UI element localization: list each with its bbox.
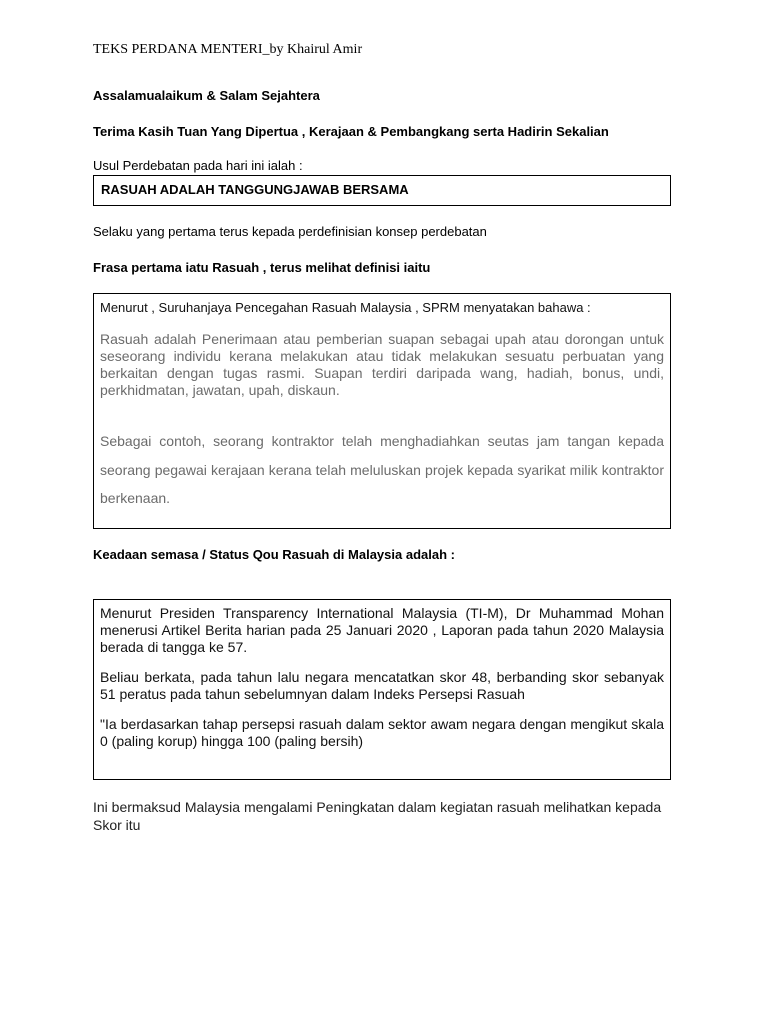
status-heading: Keadaan semasa / Status Qou Rasuah di Malaysia adalah :: [93, 547, 455, 562]
closing-paragraph: Ini bermaksud Malaysia mengalami Peningkatan dalam kegiatan rasuah melihatkan kepada Skor itu: [93, 799, 662, 833]
motion-label: Usul Perdebatan pada hari ini ialah :: [93, 158, 303, 173]
motion-title: RASUAH ADALAH TANGGUNGJAWAB BERSAMA: [101, 182, 409, 197]
definition-box: [93, 293, 671, 529]
status-box: [93, 599, 671, 780]
greeting: Assalamualaikum & Salam Sejahtera: [93, 88, 320, 103]
motion-title-box: [93, 175, 671, 206]
document-header: TEKS PERDANA MENTERI_by Khairul Amir: [93, 42, 363, 57]
definition-lead: Menurut , Suruhanjaya Pencegahan Rasuah Malaysia , SPRM menyatakan bahawa :: [100, 300, 591, 315]
status-paragraph-3: "Ia berdasarkan tahap persepsi rasuah dalam sektor awam negara dengan mengikut skala 0 (paling korup) hingga 100 (paling bersih): [100, 716, 664, 749]
intro-line: Selaku yang pertama terus kepada perdefinisian konsep perdebatan: [93, 224, 487, 239]
thanks-line: Terima Kasih Tuan Yang Dipertua , Kerajaan & Pembangkang serta Hadirin Sekalian: [93, 124, 609, 139]
status-paragraph-1: Menurut Presiden Transparency International Malaysia (TI-M), Dr Muhammad Mohan menerusi Artikel Berita harian pada 25 Januari 2020 , Laporan pada tahun 2020 Malaysia berada di tangga ke 57.: [100, 605, 664, 655]
definition-example: Sebagai contoh, seorang kontraktor telah menghadiahkan seutas jam tangan kepada seorang pegawai kerajaan kerana telah meluluskan projek kepada syarikat milik kontraktor berkenaan.: [100, 433, 664, 506]
definition-body: Rasuah adalah Penerimaan atau pemberian suapan sebagai upah atau dorongan untuk seseorang individu kerana melakukan atau tidak melakukan sesuatu perbuatan yang berkaitan dengan tugas rasmi. Suapan terdiri daripada wang, hadiah, bonus, undi, perkhidmatan, jawatan, upah, diskaun.: [100, 331, 664, 398]
phrase-heading: Frasa pertama iatu Rasuah , terus melihat definisi iaitu: [93, 260, 431, 275]
status-paragraph-2: Beliau berkata, pada tahun lalu negara mencatatkan skor 48, berbanding skor sebanyak 51 peratus pada tahun sebelumnyan dalam Indeks Persepsi Rasuah: [100, 669, 664, 702]
